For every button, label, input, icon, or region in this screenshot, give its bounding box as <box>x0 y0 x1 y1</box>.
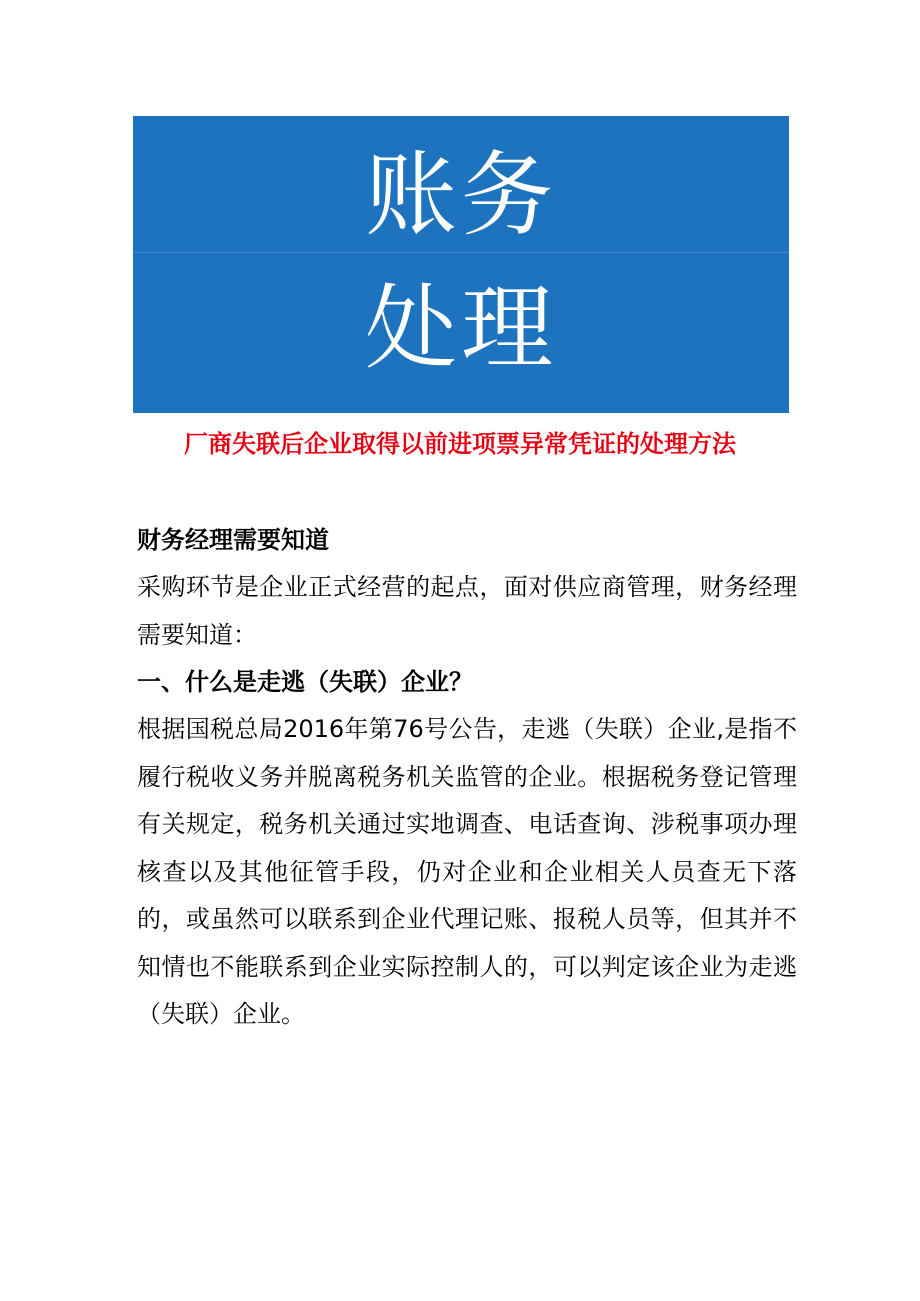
section-paragraph-definition: 根据国税总局2016年第76号公告，走逃（失联）企业,是指不履行税收义务并脱离税务机关监管的企业。根据税务登记管理有关规定，税务机关通过实地调查、电话查询、涉税事项办理核查以及其他征管手段，仍对企业和企业相关人员查无下落的，或虽然可以联系到企业代理记账、报税人员等，但其并不知情也不能联系到企业实际控制人的，可以判定该企业为走逃（失联）企业。 <box>137 715 797 1028</box>
banner-divider <box>133 252 789 253</box>
section-heading-absconded-enterprise: 一、什么是走逃（失联）企业？ <box>137 668 473 696</box>
banner-title-line-1: 账务 <box>364 142 557 249</box>
title-banner <box>133 116 789 413</box>
banner-title-line-2: 处理 <box>364 275 557 382</box>
section-paragraph-procurement: 采购环节是企业正式经营的起点，面对供应商管理，财务经理需要知道： <box>137 573 797 649</box>
section-heading-finance-manager: 财务经理需要知道 <box>137 526 329 554</box>
document-body <box>137 517 797 1039</box>
document-subtitle: 厂商失联后企业取得以前进项票异常凭证的处理方法 <box>184 430 736 458</box>
